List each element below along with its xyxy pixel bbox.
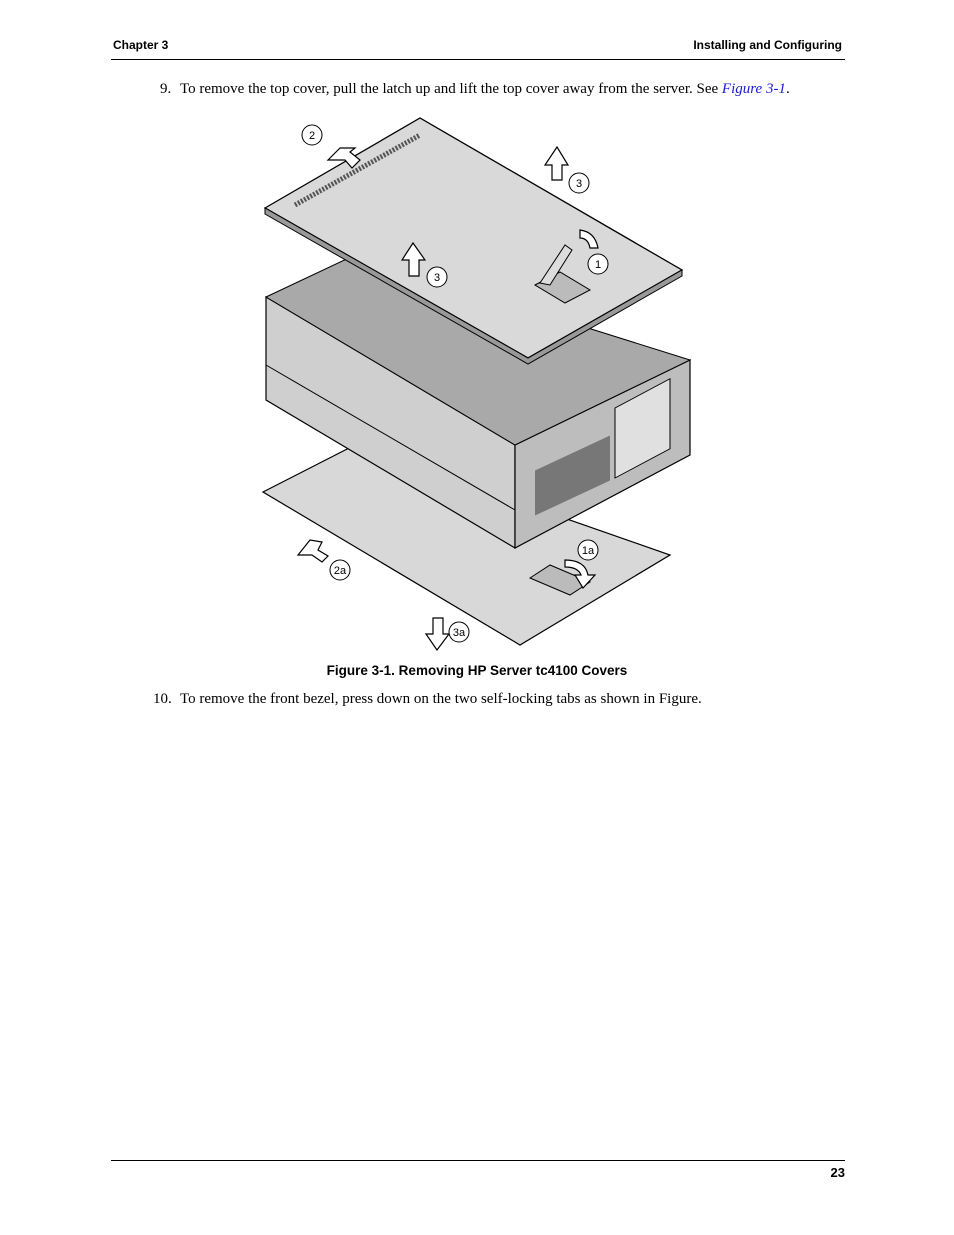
header-chapter: Chapter 3 [113,38,169,52]
step-9-body: To remove the top cover, pull the latch up and lift the top cover away from the server. See [180,81,722,97]
step-10-text: To remove the front bezel, press down on the two self-locking tabs as shown in Figure. [180,691,702,707]
figure-caption: Figure 3-1. Removing HP Server tc4100 Covers [326,663,628,678]
svg-text:1a: 1a [581,545,595,557]
callout-1a [578,540,598,560]
svg-text:3: 3 [433,272,441,284]
svg-text:3a: 3a [452,627,466,639]
callout-1 [588,254,608,274]
step-9-number: 9. [160,81,172,97]
figure-link[interactable]: Figure 3-1 [721,81,786,97]
callout-2 [302,125,322,145]
svg-text:3: 3 [575,178,583,190]
step-9-end: . [785,81,790,97]
callout-3-top [569,173,589,193]
step-10-number: 10. [153,691,172,707]
callout-2a [330,560,350,580]
callout-3a [449,622,469,642]
svg-text:2: 2 [308,130,316,142]
header-section: Installing and Configuring [693,38,842,52]
svg-text:1: 1 [594,259,602,271]
callout-3-mid [427,267,447,287]
svg-text:2a: 2a [333,565,347,577]
footer-rule [111,1160,845,1161]
page-number: 23 [830,1165,845,1180]
